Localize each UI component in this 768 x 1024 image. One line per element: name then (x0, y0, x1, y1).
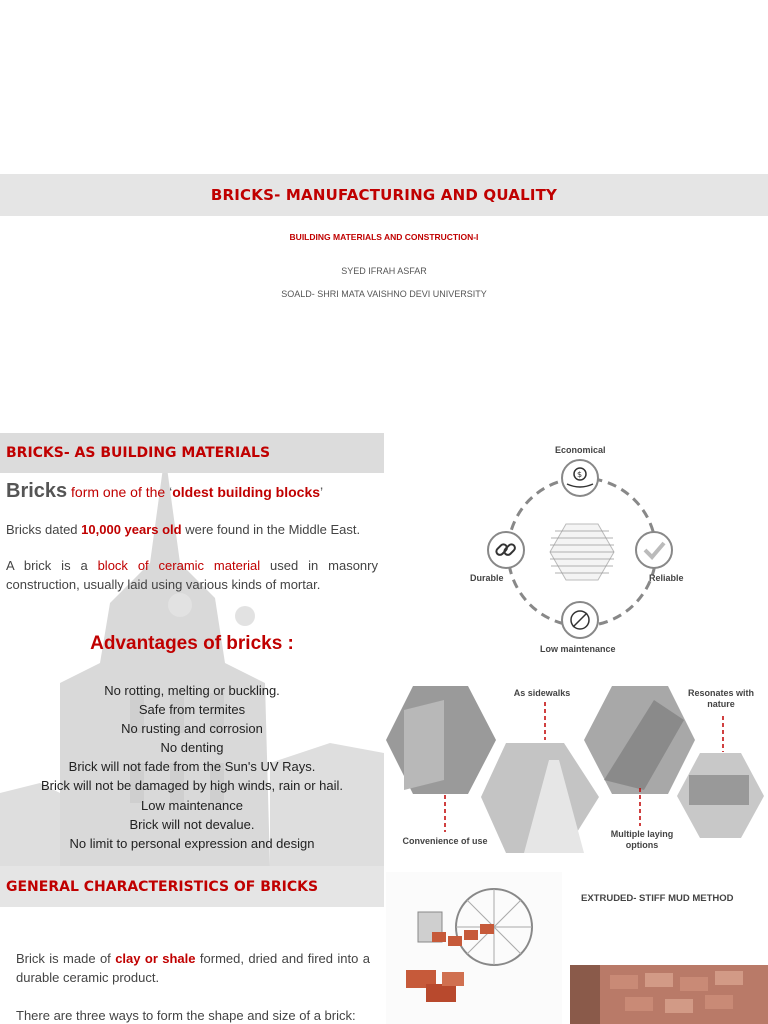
label-convenience: Convenience of use (402, 836, 488, 846)
list-item: Brick will not be damaged by high winds, rain or hail. (40, 778, 344, 794)
advantages-title: Advantages of bricks : (90, 633, 294, 654)
label-durable: Durable (470, 573, 504, 583)
paragraph-definition (6, 556, 378, 594)
para-highlight: block of ceramic material (97, 558, 261, 573)
label-multiple-laying: Multiple laying options (610, 829, 674, 850)
extruded-method-title: EXTRUDED- STIFF MUD METHOD (581, 893, 734, 904)
advantages-list (0, 681, 384, 853)
building-materials-panel (0, 433, 384, 867)
brick-uses-panel (384, 680, 768, 865)
lead-quote-open: ‘ (169, 484, 173, 500)
benefits-cycle-diagram (455, 440, 720, 660)
extruder-machine-graphic (386, 872, 562, 1024)
label-sidewalks: As sidewalks (513, 688, 571, 698)
characteristics-heading-text: GENERAL CHARACTERISTICS OF BRICKS (6, 878, 319, 895)
list-item: No limit to personal expression and design (69, 835, 315, 851)
para-text: Brick is made of (16, 951, 116, 966)
lead-quote-text: oldest building blocks (172, 484, 321, 500)
label-low-maintenance: Low maintenance (540, 644, 616, 654)
list-item: Low maintenance (141, 797, 243, 813)
para-text: A brick is a (6, 558, 98, 573)
presentation-title: BRICKS- MANUFACTURING AND QUALITY (210, 186, 558, 204)
money-hand-icon (562, 460, 598, 496)
list-item: No rotting, melting or buckling. (104, 683, 280, 698)
paragraph-age (6, 520, 378, 539)
brick-wall-icon (550, 524, 614, 580)
section-heading (0, 433, 384, 473)
title-band (0, 174, 768, 216)
check-icon (636, 532, 672, 568)
lead-quote-close: ’ (320, 484, 324, 500)
paragraph-forming: There are three ways to form the shape and size of a brick: (16, 1008, 356, 1023)
cycle-graphic (455, 440, 720, 660)
list-item: No denting (160, 740, 224, 756)
list-item: Brick will not devalue. (129, 816, 255, 832)
lead-statement (6, 480, 323, 503)
author-name: SYED IFRAH ASFAR (341, 266, 427, 276)
para-text: were found in the Middle East. (181, 522, 361, 537)
label-reliable: Reliable (649, 573, 684, 583)
para-highlight: 10,000 years old (81, 522, 182, 537)
para-text: Bricks dated (6, 522, 82, 537)
extruder-illustration (386, 872, 562, 1024)
section-heading-text: BRICKS- AS BUILDING MATERIALS (6, 445, 271, 461)
characteristics-heading (0, 866, 384, 907)
tools-icon (562, 602, 598, 638)
bricks-photo (570, 965, 768, 1024)
lead-text: form one of the (67, 484, 170, 500)
para-text: used in masonry construction, usually laid using various kinds of mortar. (6, 558, 378, 592)
list-item: Brick will not fade from the Sun's UV Rays. (68, 759, 316, 775)
course-name: BUILDING MATERIALS AND CONSTRUCTION-I (289, 232, 479, 242)
label-economical: Economical (555, 445, 606, 455)
paragraph-material (16, 949, 370, 987)
list-item: No rusting and corrosion (121, 721, 263, 737)
list-item: Safe from termites (138, 702, 246, 718)
para-text: formed, dried and fired into a durable ceramic product. (16, 951, 370, 985)
label-resonates: Resonates with nature (687, 688, 754, 709)
chain-link-icon (488, 532, 524, 568)
svg-text:$: $ (577, 470, 583, 479)
university-name: SOALD- SHRI MATA VAISHNO DEVI UNIVERSITY (281, 289, 487, 299)
lead-big-word: Bricks (6, 480, 68, 502)
para-highlight: clay or shale (115, 951, 196, 966)
